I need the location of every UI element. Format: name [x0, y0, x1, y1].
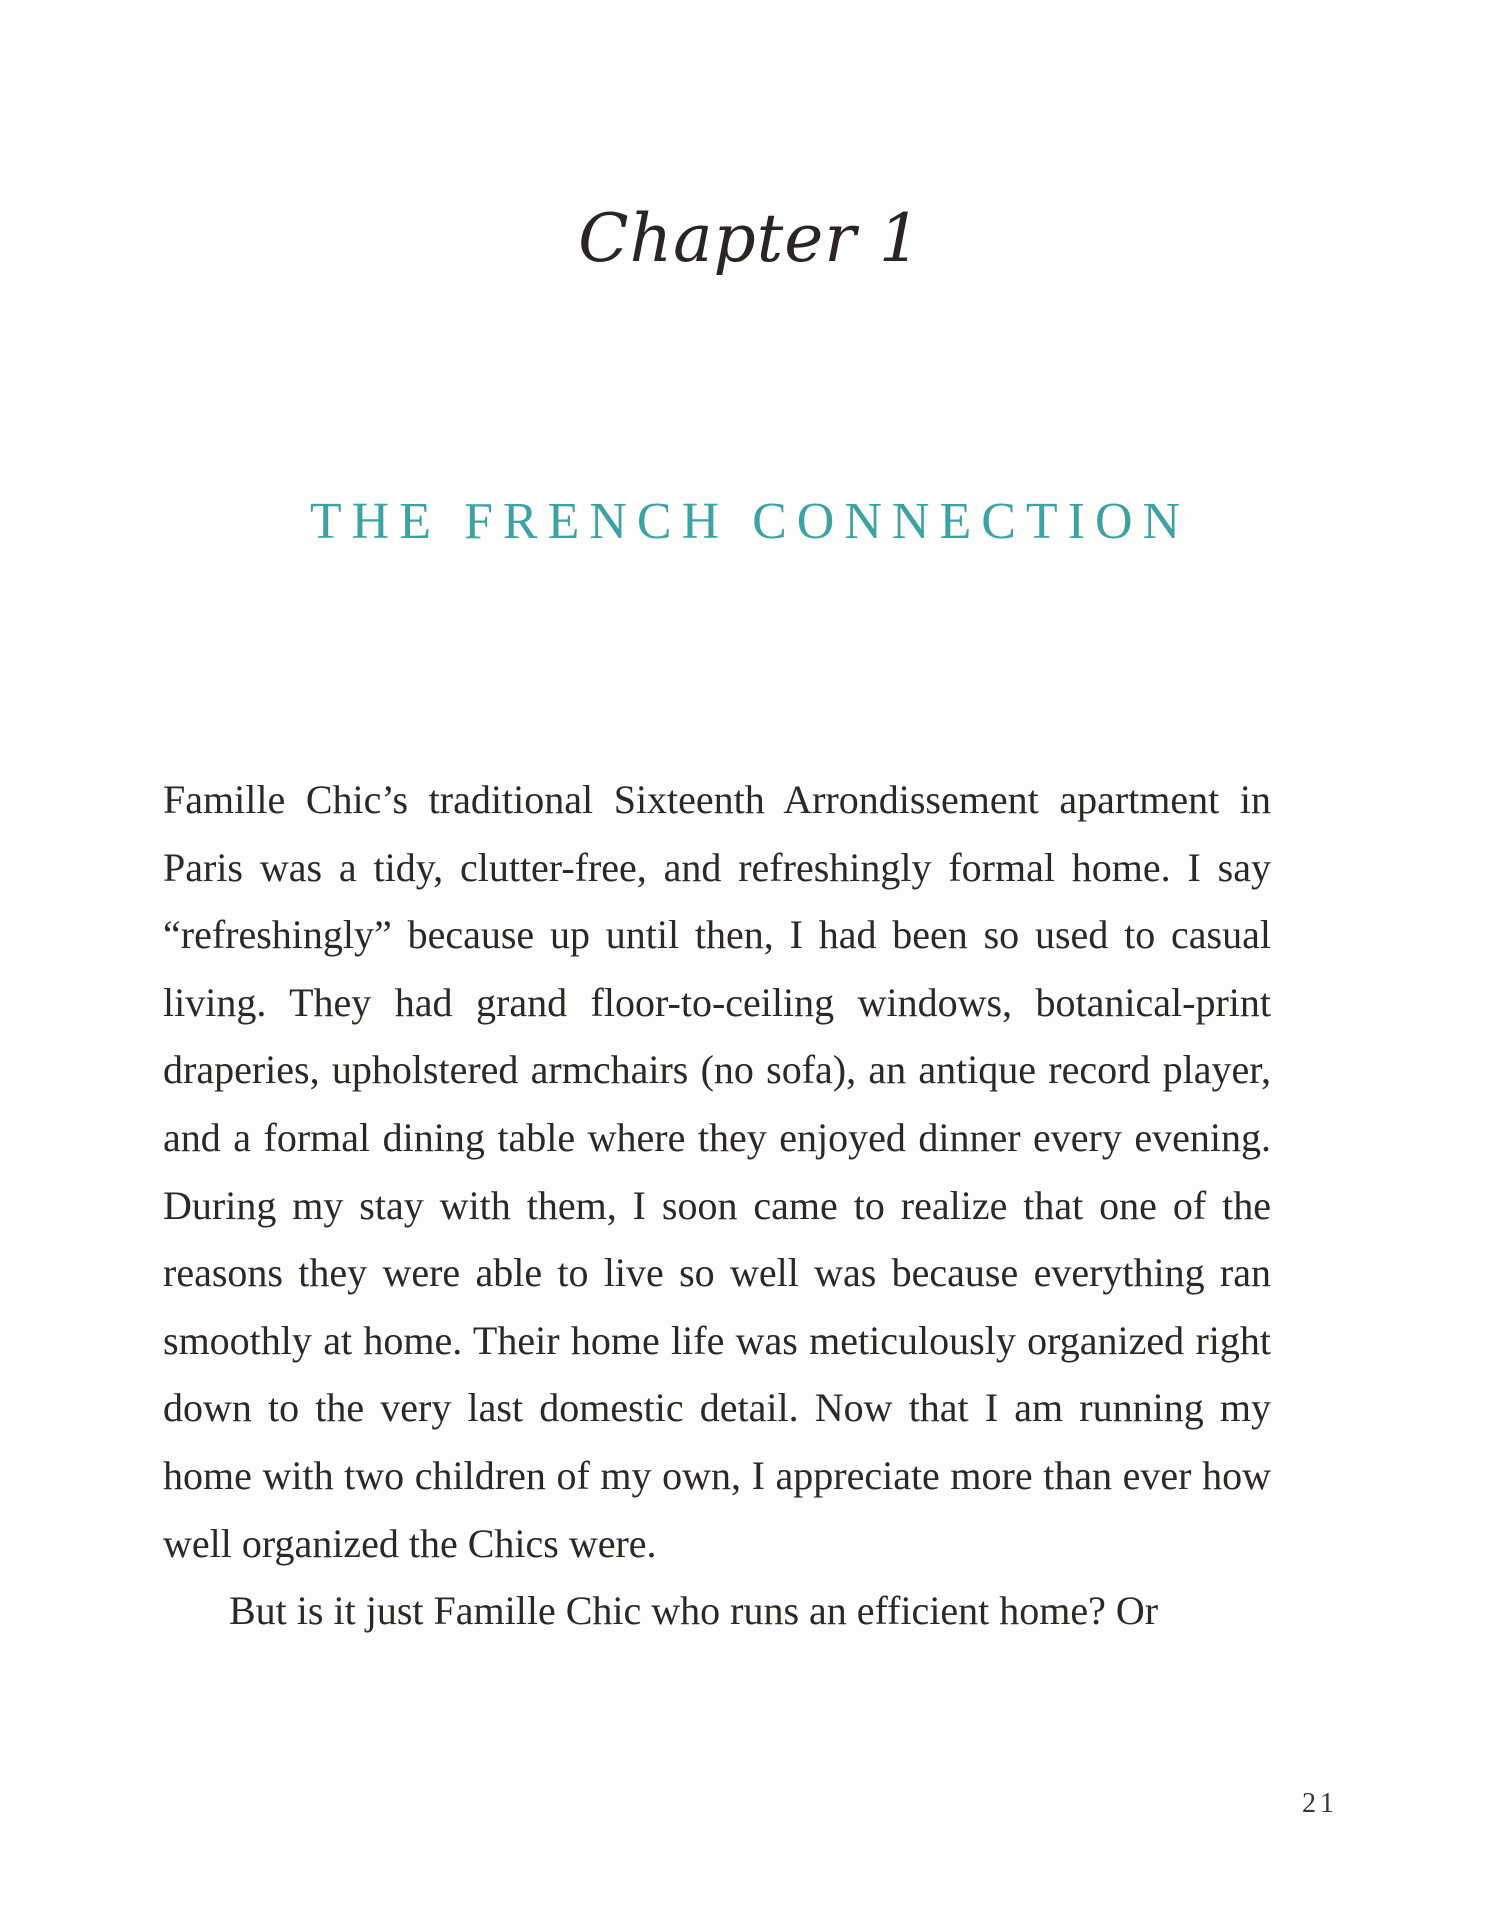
- chapter-title: THE FRENCH CONNECTION: [309, 493, 1191, 550]
- paragraph-2: But is it just Famille Chic who runs an efficient home? Or: [229, 1588, 1159, 1634]
- chapter-label: Chapter 1: [578, 200, 922, 277]
- paragraph-1: Famille Chic’s traditional Sixteenth Arrondissement apartment in Paris was a tidy, clutter-free, and refreshingly formal home. I say “refreshingly” because up until then, I had been so used to casual living. They had grand floor-to-ceiling windows, botanical-print draperies, upholstered armchairs (no sofa), an antique record player, and a formal dining table where they enjoyed dinner every evening. During my stay with them, I soon came to realize that one of the reasons they were able to live so well was because everything ran smoothly at home. Their home life was meticulously organized right down to the very last domestic detail. Now that I am running my home with two children of my own, I appreciate more than ever how well organized the Chics were.: [163, 777, 1271, 1566]
- body-text: [163, 766, 1271, 1645]
- page-number: 21: [1302, 1788, 1338, 1819]
